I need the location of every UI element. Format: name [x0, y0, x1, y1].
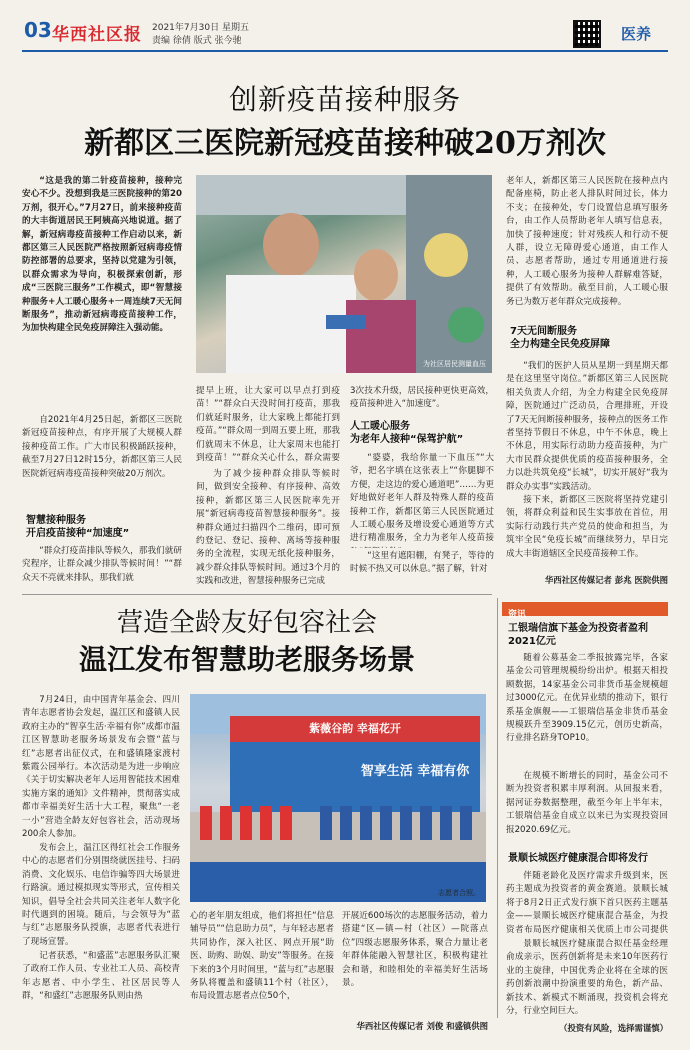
story1-col2-para1: 提早上班，让大家可以早点打到疫苗！”“群众白天没时间打疫苗，那我们就延时服务，让大家晚上都能打到疫苗。”“群众周一到周五要上班，那我们就周末不休息，让大家周末也能打到疫苗！”“群众关心什么，群众需要 — [196, 386, 340, 464]
issue-date: 2021年7月30日 星期五 — [152, 23, 249, 33]
story1-col3-para2: “婆婆，我给你量一下血压”“大爷，把名字填在这张表上”“你腿脚不方便，走这边的爱心通道吧”……为更好地做好老年人群及特殊人群的疫苗接种工作，新都区第三人民医院通过人工暖心服务及增设爱心通道等方式进行精准服务，全力为老年人疫苗接 — [350, 453, 494, 544]
sidebar-news2-para1: 伴随老龄化及医疗需求升级到来，医药主题成为投资者的黄金赛道。景顺长城将于8月2日正式发行旗下首只医药主题基金——景顺长城医疗健康混合基金，为投资者布局医疗健康相关优质上市公司提供 — [506, 871, 668, 935]
story1-credit: 华西社区传媒记者 彭兆 医院供图 — [544, 575, 668, 585]
story1-col4-para1: 老年人，新都区第三人民医院在接种点内配备座椅，防止老人排队时间过长，体力不支；在接种处，专门设置信息填写服务台，由工作人员帮助老年人填写信息表，加快了接种速度；针对残疾人和行动不便人群，设立无障碍爱心通道，由工作人员、志愿者帮助，通过专用通道进行接种，人工暖心服务为接种人群解难答疑，提供了有效帮助。截至目前，人工暖心服务已为数万老年群众完成接种。 — [506, 176, 668, 307]
sidebar-news1-title: 工银瑞信旗下基金为投资者盈利2021亿元 — [508, 623, 648, 647]
story2-para2: 发布会上，温江区得红社会工作服务中心的志愿者们分别围绕就医挂号、扫码消费、文化娱乐、电信诈骗等四大场景进行路演。通过模拟现实等形式，宣传相关知识，倡导全社会共同关注老年人数字化时代遇到的困境。随后，与会领导为“蓝与红”志愿服务队授旗，志愿者代表进行了现场宣誓。 — [22, 843, 180, 947]
story1-photo-caption: 为社区居民测量血压 — [423, 360, 486, 368]
story2-photo-caption: 志愿者合照。 — [438, 889, 480, 897]
story2-col3-para: 开展近600场次的志愿服务活动，着力搭建“区—镇—村（社区）—院落点位”四级志愿服务体系，聚合力量让老年群体能融入智慧社区，积极构建社会和谐，和睦相处的幸福美好生活场景。 — [342, 911, 488, 989]
story2-title-line1: 营造全龄友好包容社会 — [116, 608, 377, 638]
section-divider — [22, 594, 492, 595]
story1-title-line1: 创新疫苗接种服务 — [228, 83, 461, 116]
story1-para3: “群众打疫苗排队等候久，那我们就研究程序，让群众减少排队等候时间！”“群众天不亮就来排队，那我们就 — [22, 546, 182, 583]
sidebar-disclaimer: （投资有风险，选择需谨慎） — [559, 1023, 668, 1033]
header-divider — [22, 50, 668, 52]
story2-para3: 记者获悉，“和盛蓝”志愿服务队汇聚了政府工作人员、专业社工人员、高校青年志愿者、中小学生、社区居民等人群，“和盛红”志愿服务队则由热 — [22, 951, 180, 1002]
story1-para2: 自2021年4月25日起，新都区三医院新冠疫苗接种点，有序开展了大规模人群接种疫苗工作。广大市民积极踊跃接种，截至7月27日12时15分，新都区第三人民医院新冠病毒疫苗接种突破20万剂次。 — [22, 415, 182, 479]
story1-photo — [196, 175, 492, 373]
sidebar-news2-para2: 景顺长城医疗健康混合拟任基金经理俞成亲示，医药创新将是未来10年医药行业的主旋律，中国优秀企业将在全球的医药创新浪潮中扮演重要的角色，新产品、新技术、新模式不断涌现，投资机会将充分，行业空间巨大。 — [506, 939, 668, 1017]
qr-code-icon — [573, 20, 601, 48]
brand-logo: 华西社区报 — [52, 25, 142, 45]
story2-para1: 7月24日，由中国青年基金会、四川青年志愿者协会发起，温江区和盛镇人民政府主办的“智享生活·幸福有你”成都市温江区智慧助老服务场景发布会暨“蓝与红”志愿者出征仪式，在和盛镇隆家渡村紫霞公园举行。本次活动是为进一步响应《关于切实解决老年人运用智能技术困难实施方案的通知》文件精神，贯彻落实成都市幸福美好生活十大工程，聚焦“一老一小”营造全龄友好包容社会，活动现场200余人参加。 — [22, 695, 180, 840]
sidebar-divider — [497, 598, 498, 1018]
story1-col2-para2: 为了减少接种群众排队等候时间，做到安全接种、有序接种、高效接种，新都区第三人民医院率先开展“新冠病毒疫苗智慧接种服务”。接种群众通过扫描四个二维码，即可预约登记、登记、接种、离场等接种服务的全流程，实现无纸化接种服务，减少群众排队等候时间。通过3个月的实践和改进，智慧接种服务已完成 — [196, 469, 340, 587]
sidebar-news1-para1: 随着公募基金二季报披露完毕，各家基金公司管理规模纷纷出炉。根据天相投顾数据，14家基金公司非货币基金规模超过3000亿元。在优异业绩的推动下，银行系基金旗舰——工银瑞信基金非货币基金规模跃升至3909.15亿元，创历史新高，行业排名跻身TOP10。 — [506, 653, 668, 744]
story2-photo-banner: 紫薇谷韵 幸福花开 — [309, 722, 401, 735]
story1-col3-para1: 3次技术升级，居民接种更快更高效，疫苗接种进入“加速度”。 — [350, 386, 494, 410]
story1-col4-para2: “我们的医护人员从星期一到星期天都是在这里坚守岗位。”新都区第三人民医院相关负责人介绍，为全力构建全民免疫屏障，医院通过广泛动员，合理排班，开设了7天无间断接种服务，接种点的医务工作者坚持节假日不休息，中午不休息，晚上不休息，用实际行动助力疫苗接种，为广大市民群众提供优质的疫苗接种服务，全力以赴共筑免疫“长城”，切实开展好“我为群众办实事”实践活动。 — [506, 361, 668, 492]
sidebar-news1-para2: 在规模不断增长的同时，基金公司不断为投资者积累丰厚利润。从回报来看，据河证券数据整理，截至今年上半年末，工银瑞信基金自成立以来已为实现投资回报2020.69亿元。 — [506, 771, 668, 835]
story1-subhead1: 智慧接种服务 开启疫苗接种“加速度” — [26, 515, 130, 539]
vaccination-scene-image — [196, 175, 492, 373]
story1-lead: “这是我的第二针疫苗接种，接种完安心不少。没想到我是三医院接种的第20万剂，很开心。”7月27日，前来接种疫苗的大丰街道居民王阿姨高兴地说道。据了解，新冠病毒疫苗接种工作启动以来，新都区第三人民医院严格按照新冠病毒疫情防控部署的总要求，坚持以党建为引领，以群众需求为导向，积极探索创新，形成“三医院三服务”工作模式，即“智慧接种服务+人工暖心服务+一周连续7天无间断服务”，推动新冠病毒疫苗接种工作，为加快构建全民免疫屏障注入强动能。 — [22, 176, 182, 334]
sidebar-tag: 资讯 — [502, 602, 668, 616]
story2-credit: 华西社区传媒记者 刘俊 和盛镇供图 — [356, 1021, 488, 1031]
story1-col3-para3: “这里有遮阳棚，有凳子，等待的时候不热又可以休息。”据了解，针对 — [350, 551, 494, 575]
section-name: 医养 — [620, 24, 651, 43]
story1-col4-para3: 接下来，新都区三医院将坚持党建引领，将群众利益和民生实事放在首位，用实际行动践行共产党员的使命和担当，为筑牢全民“免疫长城”而继续努力，早日完成大丰街道辖区全民疫苗接种工作。 — [506, 495, 668, 559]
story1-subhead3: 7天无间断服务 全力构建全民免疫屏障 — [510, 326, 610, 350]
story1-title-line2: 新都区三医院新冠疫苗接种破20万剂次 — [84, 126, 606, 161]
story2-photo-screen: 智享生活 幸福有你 — [360, 764, 470, 779]
editor-credits: 责编 徐倩 版式 张今驰 — [152, 36, 242, 46]
page-number: 03 — [24, 18, 52, 42]
story2-col2-para: 心的老年朋友组成，他们将担任“信息辅导员”“信息助力员”，与年轻志愿者共同协作，深入社区、网点开展“助医、助购、助娱、助安”等服务。在接下来的3个月时间里，“蓝与红”志愿服务队将覆盖和盛镇11个村（社区），布局设置志愿者点位50个， — [190, 911, 334, 1002]
story2-title-line2: 温江发布智慧助老服务场景 — [78, 643, 415, 676]
sidebar-news2-title: 景顺长城医疗健康混合即将发行 — [508, 853, 648, 864]
story2-photo — [190, 694, 486, 902]
story1-subhead2: 人工暖心服务 为老年人接种“保驾护航” — [350, 421, 464, 445]
